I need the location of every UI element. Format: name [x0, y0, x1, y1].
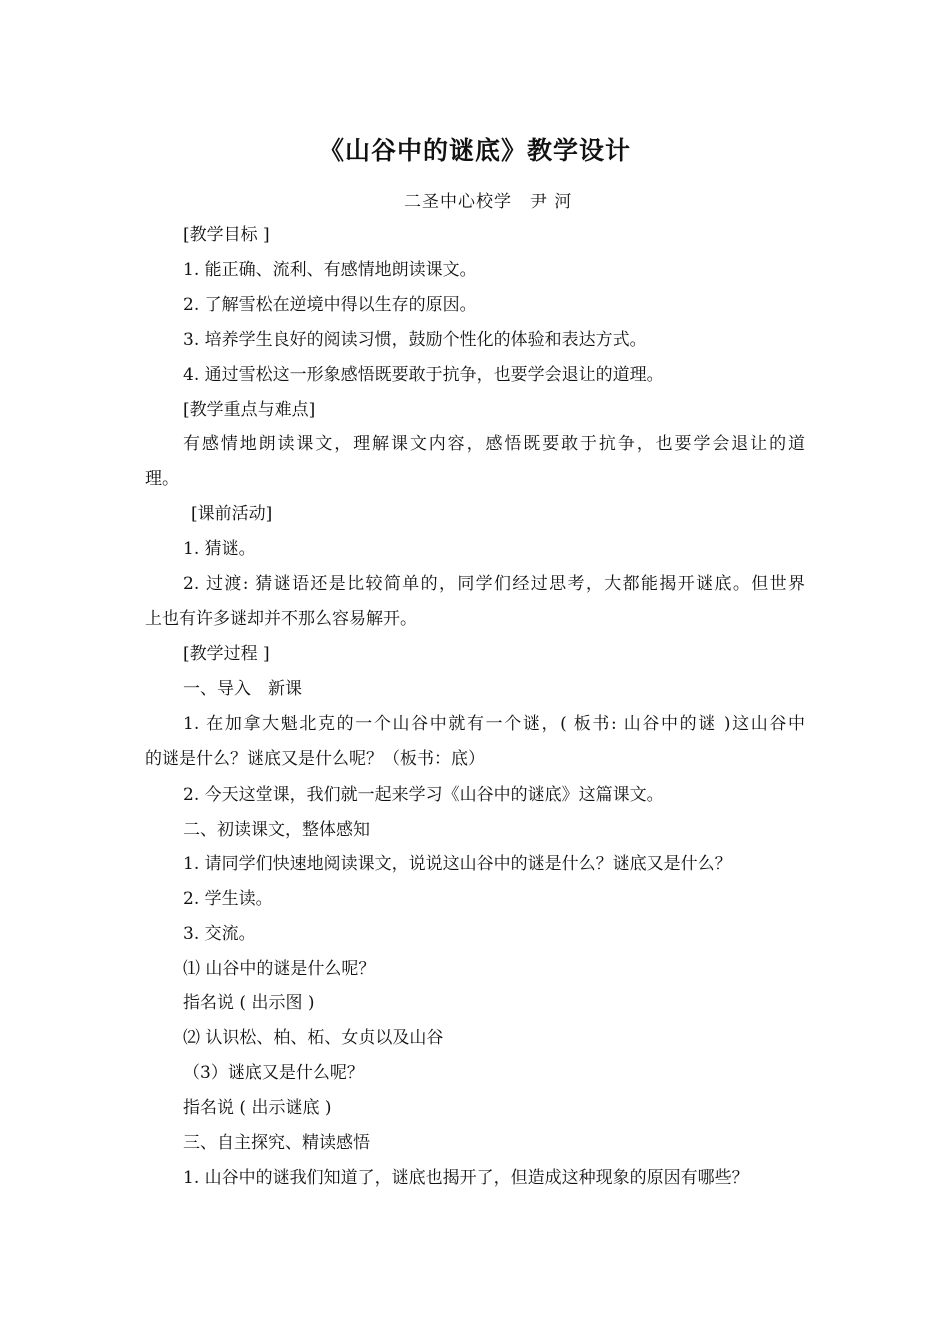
paragraph: 的谜是什么？谜底又是什么呢？（板书：底）	[145, 749, 485, 769]
paragraph: 1. 猜谜。	[183, 539, 256, 559]
paragraph: 理。	[145, 469, 179, 489]
paragraph: ⑵ 认识松、柏、柘、女贞以及山谷	[183, 1028, 444, 1048]
paragraph: 2. 过渡: 猜谜语还是比较简单的，同学们经过思考，大都能揭开谜底。但世界	[183, 574, 805, 594]
paragraph: ⑴ 山谷中的谜是什么呢？	[183, 959, 376, 979]
paragraph: 1. 在加拿大魁北克的一个山谷中就有一个谜，( 板书: 山谷中的谜 )这山谷中	[183, 714, 805, 734]
paragraph: （3）谜底又是什么呢？	[183, 1063, 364, 1083]
paragraph: 指名说 ( 出示图 )	[183, 993, 315, 1013]
subsection-heading: 二、初读课文，整体感知	[183, 820, 370, 840]
paragraph: 指名说 ( 出示谜底 )	[183, 1098, 332, 1118]
paragraph: 1. 能正确、流利、有感情地朗读课文。	[183, 260, 477, 280]
subsection-heading: 一、导入 新课	[183, 679, 302, 699]
paragraph: 上也有许多谜却并不那么容易解开。	[145, 609, 417, 629]
document-title: 《山谷中的谜底》教学设计	[318, 136, 631, 165]
paragraph: 1. 山谷中的谜我们知道了，谜底也揭开了，但造成这种现象的原因有哪些？	[183, 1168, 749, 1188]
document-author: 二圣中心校学 尹 河	[404, 192, 573, 212]
paragraph: 3. 交流。	[183, 924, 256, 944]
paragraph: 有感情地朗读课文，理解课文内容，感悟既要敢于抗争，也要学会退让的道	[183, 434, 805, 454]
subsection-heading: 三、自主探究、精读感悟	[183, 1133, 370, 1153]
section-heading-pre-class: [课前活动]	[191, 504, 273, 524]
section-heading-key-points: [教学重点与难点]	[183, 400, 316, 420]
paragraph: 2. 今天这堂课，我们就一起来学习《山谷中的谜底》这篇课文。	[183, 785, 664, 805]
paragraph: 4. 通过雪松这一形象感悟既要敢于抗争，也要学会退让的道理。	[183, 365, 664, 385]
paragraph: 2. 学生读。	[183, 889, 273, 909]
paragraph: 2. 了解雪松在逆境中得以生存的原因。	[183, 295, 477, 315]
section-heading-process: [教学过程 ]	[183, 644, 270, 664]
paragraph: 3. 培养学生良好的阅读习惯，鼓励个性化的体验和表达方式。	[183, 330, 647, 350]
paragraph: 1. 请同学们快速地阅读课文，说说这山谷中的谜是什么？谜底又是什么？	[183, 854, 732, 874]
section-heading-objectives: [教学目标 ]	[183, 225, 270, 245]
